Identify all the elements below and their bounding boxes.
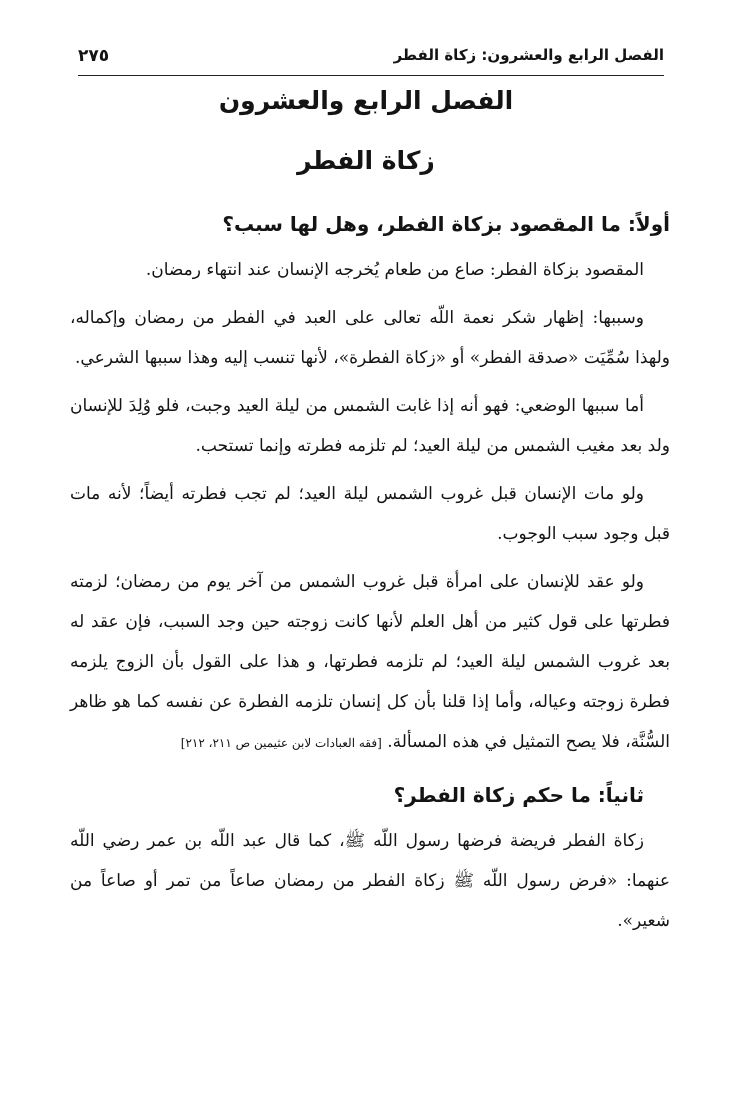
citation: [فقه العبادات لابن عثيمين ص ٢١١، ٢١٢]: [180, 736, 382, 750]
paragraph-reason: وسببها: إظهار شكر نعمة اللّه تعالى على العبد في الفطر من رمضان وإكماله، ولهذا سُمِّيَت «صدقة الفطر» أو «زكاة الفطرة»، لأنها تنسب إليه وهذا سببها الشرعي.: [70, 308, 670, 368]
section-heading-2: ثانياً: ما حكم زكاة الفطر؟: [393, 783, 644, 807]
chapter-subtitle: زكاة الفطر: [297, 146, 435, 175]
paragraph-time-reason: أما سببها الوضعي: فهو أنه إذا غابت الشمس من ليلة العيد وجبت، فلو وُلِدَ للإنسان ولد بعد مغيب الشمس من ليلة العيد؛ لم تلزمه فطرته وإنما تستحب.: [70, 396, 670, 456]
paragraph-marriage-text: ولو عقد للإنسان على امرأة قبل غروب الشمس من آخر يوم من رمضان؛ لزمته فطرتها على قول كثير من أهل العلم لأنها كانت زوجته حين وجد السبب، فإن عقد له بعد غروب الشمس ليلة العيد؛ لم تلزمه فطرتها، و هذا على القول بأن الزوج يلزمه فطرة زوجته وعياله، وأما إذا قلنا بأن كل إنسان تلزمه الفطرة عن نفسه كما هو ظاهر السُّنَّة، فلا يصح التمثيل في هذه المسألة.: [70, 572, 670, 752]
chapter-title: الفصل الرابع والعشرون: [218, 86, 514, 115]
paragraph-definition: المقصود بزكاة الفطر: صاع من طعام يُخرجه الإنسان عند انتهاء رمضان.: [145, 260, 644, 280]
paragraph-marriage-case: [70, 562, 670, 763]
paragraph-death-case: ولو مات الإنسان قبل غروب الشمس ليلة العيد؛ لم تجب فطرته أيضاً؛ لأنه مات قبل وجود سبب الوجوب.: [70, 484, 670, 544]
section-heading-1: أولاً: ما المقصود بزكاة الفطر، وهل لها سبب؟: [222, 212, 670, 236]
header-rule: [78, 75, 664, 76]
page-number: ٢٧٥: [78, 46, 110, 66]
running-header: [78, 42, 664, 76]
paragraph-ruling: زكاة الفطر فريضة فرضها رسول اللّه ﷺ، كما قال عبد اللّه بن عمر رضي اللّه عنهما: «فرض رسول اللّه ﷺ زكاة الفطر من رمضان صاعاً من تمر أو صاعاً من شعير».: [70, 831, 670, 931]
running-title: الفصل الرابع والعشرون: زكاة الفطر: [393, 46, 664, 64]
page-body: [70, 200, 670, 949]
